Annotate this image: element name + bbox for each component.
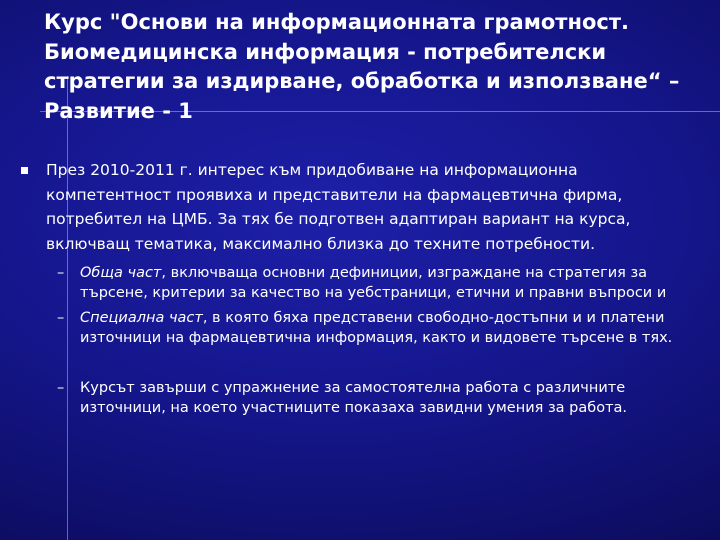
bullet-item <box>46 158 696 256</box>
dash-marker: – <box>57 265 65 281</box>
sub-item-general-part <box>57 264 690 303</box>
sub-item-text: , включваща основни дефиниции, изграждане на стратегия за търсене, критерии за качество на уебстраници, етични и правни въпроси и <box>80 265 667 301</box>
sub-item-exercise <box>57 379 690 418</box>
bullet-text: През 2010-2011 г. интерес към придобиване на информационна компетентност проявиха и представители на фармацевтична фирма, потребител на ЦМБ. За тях бе подготвен адаптиран вариант на курса, включващ тематика, максимално близка до техните потребности. <box>46 161 631 253</box>
sub-item-text: , в която бяха представени свободно-достъпни и и платени източници на фармацевтична информация, както и видовете търсене в тях. <box>80 310 673 346</box>
slide-body <box>0 158 720 418</box>
slide-title: Курс "Основи на информационната грамотност. Биомедицинска информация - потребителски стратегии за издирване, обработка и използване“ – Развитие - 1 <box>44 10 680 123</box>
sub-item-italic-label: Специална част <box>80 310 203 326</box>
dash-marker: – <box>57 380 65 396</box>
sub-item-special-part <box>57 309 690 348</box>
sub-item-italic-label: Обща част <box>80 265 162 281</box>
square-bullet-icon <box>21 167 28 174</box>
dash-marker: – <box>57 310 65 326</box>
sub-item-text: Курсът завърши с упражнение за самостоятелна работа с различните източници, на което участниците показаха завидни умения за работа. <box>80 380 628 416</box>
